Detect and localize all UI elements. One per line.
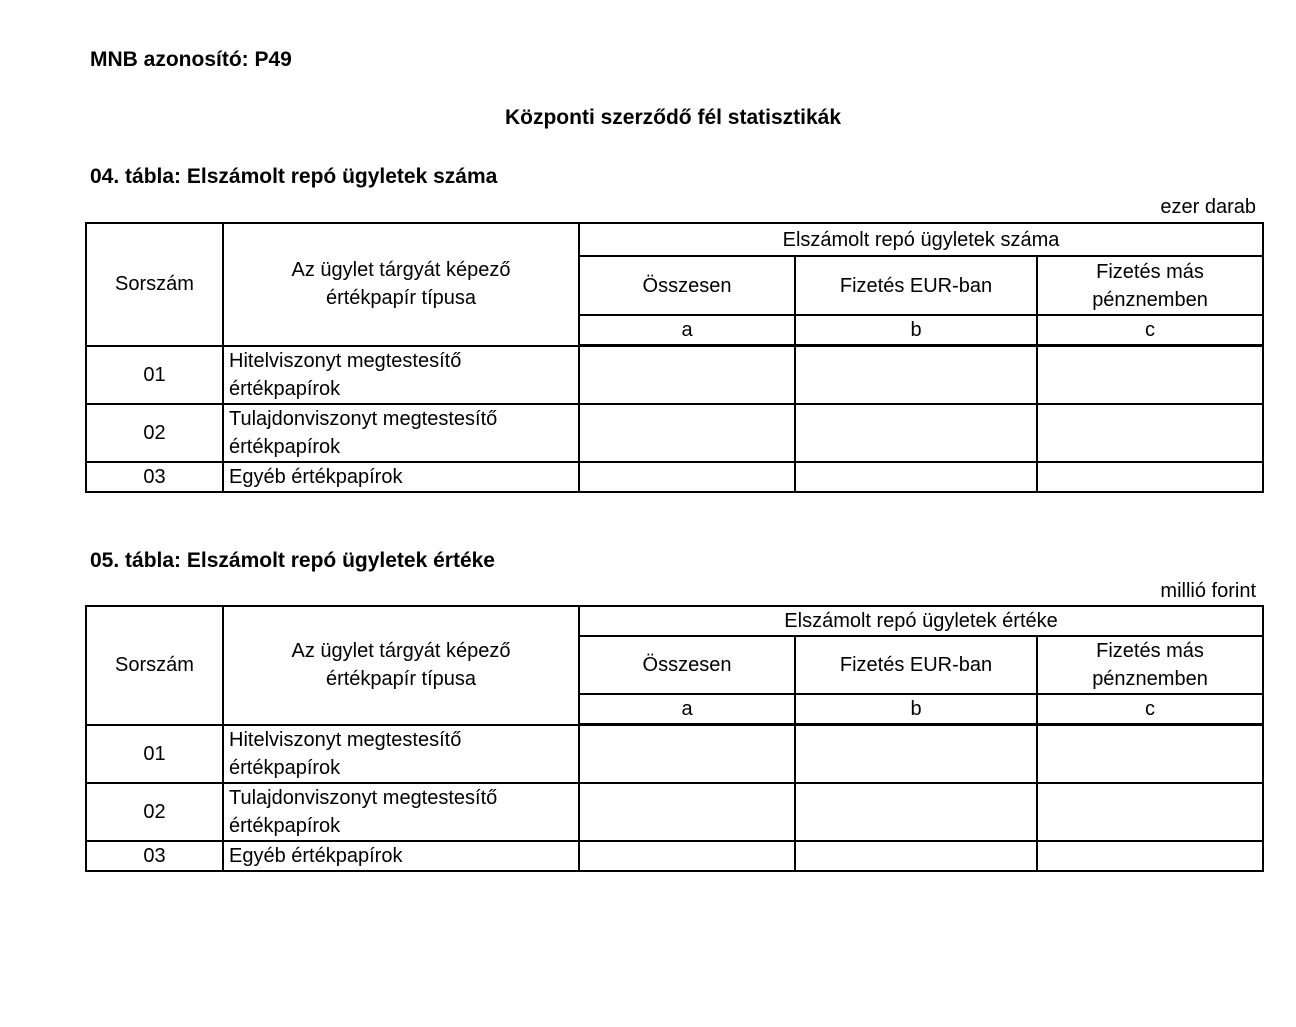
mnb-identifier: MNB azonosító: P49 bbox=[90, 48, 292, 71]
column-code-a: a bbox=[579, 694, 795, 725]
column-code-c: c bbox=[1037, 315, 1263, 346]
cell-total[interactable] bbox=[579, 346, 795, 404]
header-security-type-line1: Az ügylet tárgyát képező bbox=[291, 640, 511, 663]
row-label bbox=[223, 346, 579, 404]
cell-eur[interactable] bbox=[795, 462, 1037, 492]
header-group: Elszámolt repó ügyletek száma bbox=[579, 223, 1263, 256]
table-row bbox=[86, 404, 1263, 462]
row-label-line1: Tulajdonviszonyt megtestesítő bbox=[229, 407, 498, 430]
header-group: Elszámolt repó ügyletek értéke bbox=[579, 606, 1263, 636]
row-number: 02 bbox=[86, 783, 223, 841]
row-label bbox=[223, 725, 579, 783]
cell-other-currency[interactable] bbox=[1037, 346, 1263, 404]
cell-total[interactable] bbox=[579, 404, 795, 462]
row-number: 03 bbox=[86, 462, 223, 492]
table-row bbox=[86, 783, 1263, 841]
column-code-c: c bbox=[1037, 694, 1263, 725]
table-05-unit: millió forint bbox=[1160, 580, 1256, 602]
row-label-line1: Hitelviszonyt megtestesítő bbox=[229, 728, 462, 751]
header-other-currency-line2: pénznemben bbox=[1092, 288, 1208, 311]
row-label-line1: Hitelviszonyt megtestesítő bbox=[229, 349, 462, 372]
header-other-currency-line1: Fizetés más bbox=[1096, 640, 1204, 662]
column-code-b: b bbox=[795, 315, 1037, 346]
header-other-currency-line2: pénznemben bbox=[1092, 668, 1208, 690]
page-title: Központi szerződő fél statisztikák bbox=[504, 106, 842, 129]
table-04 bbox=[85, 222, 1264, 493]
cell-eur[interactable] bbox=[795, 346, 1037, 404]
row-label bbox=[223, 404, 579, 462]
cell-other-currency[interactable] bbox=[1037, 404, 1263, 462]
header-security-type-line2: értékpapír típusa bbox=[325, 668, 477, 691]
row-label-line2: értékpapírok bbox=[229, 756, 341, 779]
header-total: Összesen bbox=[579, 636, 795, 694]
row-number: 02 bbox=[86, 404, 223, 462]
table-row bbox=[86, 725, 1263, 783]
header-other-currency bbox=[1037, 256, 1263, 315]
row-label-line2: értékpapírok bbox=[229, 435, 341, 458]
cell-other-currency[interactable] bbox=[1037, 783, 1263, 841]
cell-total[interactable] bbox=[579, 841, 795, 871]
header-security-type-line1: Az ügylet tárgyát képező bbox=[291, 259, 511, 282]
cell-eur[interactable] bbox=[795, 404, 1037, 462]
column-code-a: a bbox=[579, 315, 795, 346]
cell-total[interactable] bbox=[579, 783, 795, 841]
row-number: 03 bbox=[86, 841, 223, 871]
column-code-b: b bbox=[795, 694, 1037, 725]
header-eur: Fizetés EUR-ban bbox=[795, 636, 1037, 694]
cell-eur[interactable] bbox=[795, 725, 1037, 783]
header-total: Összesen bbox=[579, 256, 795, 315]
row-label bbox=[223, 783, 579, 841]
table-04-unit: ezer darab bbox=[1160, 196, 1256, 218]
cell-other-currency[interactable] bbox=[1037, 725, 1263, 783]
header-security-type-line2: értékpapír típusa bbox=[325, 287, 477, 310]
row-label: Egyéb értékpapírok bbox=[223, 841, 579, 871]
row-label: Egyéb értékpapírok bbox=[223, 462, 579, 492]
cell-other-currency[interactable] bbox=[1037, 462, 1263, 492]
header-security-type bbox=[223, 223, 579, 346]
table-row bbox=[86, 346, 1263, 404]
row-number: 01 bbox=[86, 346, 223, 404]
row-number: 01 bbox=[86, 725, 223, 783]
cell-total[interactable] bbox=[579, 462, 795, 492]
row-label-line2: értékpapírok bbox=[229, 814, 341, 837]
row-label-line1: Tulajdonviszonyt megtestesítő bbox=[229, 786, 498, 809]
header-eur: Fizetés EUR-ban bbox=[795, 256, 1037, 315]
header-other-currency bbox=[1037, 636, 1263, 694]
cell-eur[interactable] bbox=[795, 841, 1037, 871]
header-other-currency-line1: Fizetés más bbox=[1096, 260, 1204, 283]
table-row bbox=[86, 841, 1263, 871]
cell-eur[interactable] bbox=[795, 783, 1037, 841]
table-row bbox=[86, 462, 1263, 492]
table-05-title: 05. tábla: Elszámolt repó ügyletek értéke bbox=[90, 549, 495, 572]
cell-other-currency[interactable] bbox=[1037, 841, 1263, 871]
header-security-type bbox=[223, 606, 579, 725]
cell-total[interactable] bbox=[579, 725, 795, 783]
table-05 bbox=[85, 605, 1264, 872]
header-sorszam: Sorszám bbox=[86, 223, 223, 346]
row-label-line2: értékpapírok bbox=[229, 377, 341, 400]
table-04-title: 04. tábla: Elszámolt repó ügyletek száma bbox=[90, 165, 498, 188]
header-sorszam: Sorszám bbox=[86, 606, 223, 725]
